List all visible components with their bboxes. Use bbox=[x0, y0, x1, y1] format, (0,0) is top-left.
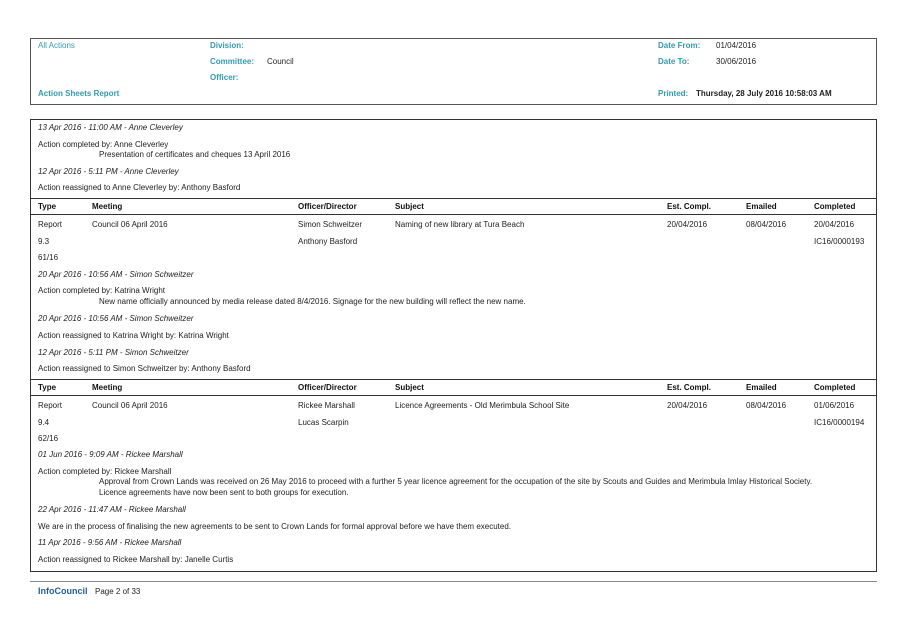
log-stamp: 11 Apr 2016 - 9:56 AM - Rickee Marshall bbox=[38, 538, 182, 547]
log-stamp: 12 Apr 2016 - 5:11 PM - Anne Cleverley bbox=[38, 167, 179, 176]
officer-label: Officer: bbox=[210, 73, 239, 82]
date-from-label: Date From: bbox=[658, 41, 701, 50]
item-officer: Rickee Marshall bbox=[298, 401, 355, 410]
item-completed: 01/06/2016 bbox=[814, 401, 855, 410]
col-emailed: Emailed bbox=[746, 202, 777, 211]
item-officer: Simon Schweitzer bbox=[298, 220, 363, 229]
col-est-compl: Est. Compl. bbox=[667, 383, 712, 392]
log-stamp: 20 Apr 2016 - 10:56 AM - Simon Schweitzer bbox=[38, 270, 194, 279]
col-est-compl: Est. Compl. bbox=[667, 202, 712, 211]
log-stamp: 12 Apr 2016 - 5:11 PM - Simon Schweitzer bbox=[38, 348, 189, 357]
committee-label: Committee: bbox=[210, 57, 255, 66]
footer-page-number: Page 2 of 33 bbox=[95, 587, 141, 596]
committee-value: Council bbox=[267, 57, 294, 66]
date-from-value: 01/04/2016 bbox=[716, 41, 757, 50]
log-note: Licence agreements have now been sent to both groups for execution. bbox=[99, 488, 349, 497]
log-text: Action reassigned to Simon Schweitzer by: Anthony Basford bbox=[38, 364, 251, 373]
col-officer: Officer/Director bbox=[298, 383, 357, 392]
log-note: Approval from Crown Lands was received on 26 May 2016 to proceed with a further 5 year licence agreement for the occupation of the site by Scouts and Guides and Merimbula Imlay Historical Society. bbox=[99, 477, 813, 486]
date-to-label: Date To: bbox=[658, 57, 690, 66]
col-meeting: Meeting bbox=[92, 202, 123, 211]
item-meeting: Council 06 April 2016 bbox=[92, 401, 168, 410]
divider bbox=[31, 379, 876, 380]
item-director: Lucas Scarpin bbox=[298, 418, 349, 427]
date-to-value: 30/06/2016 bbox=[716, 57, 757, 66]
col-completed: Completed bbox=[814, 383, 856, 392]
log-stamp: 13 Apr 2016 - 11:00 AM - Anne Cleverley bbox=[38, 123, 183, 132]
printed-value: Thursday, 28 July 2016 10:58:03 AM bbox=[696, 89, 832, 98]
item-meeting: Council 06 April 2016 bbox=[92, 220, 168, 229]
item-number: 9.3 bbox=[38, 237, 50, 246]
col-emailed: Emailed bbox=[746, 383, 777, 392]
log-text: Action reassigned to Anne Cleverley by: Anthony Basford bbox=[38, 183, 241, 192]
item-ref: 62/16 bbox=[38, 434, 59, 443]
item-doc-id: IC16/0000193 bbox=[814, 237, 865, 246]
col-subject: Subject bbox=[395, 202, 424, 211]
item-est-compl: 20/04/2016 bbox=[667, 220, 708, 229]
col-completed: Completed bbox=[814, 202, 856, 211]
col-type: Type bbox=[38, 383, 57, 392]
item-subject: Licence Agreements - Old Merimbula School Site bbox=[395, 401, 570, 410]
item-type: Report bbox=[38, 401, 63, 410]
log-stamp: 01 Jun 2016 - 9:09 AM - Rickee Marshall bbox=[38, 450, 183, 459]
col-type: Type bbox=[38, 202, 57, 211]
item-completed: 20/04/2016 bbox=[814, 220, 855, 229]
printed-label: Printed: bbox=[658, 89, 689, 98]
col-officer: Officer/Director bbox=[298, 202, 357, 211]
division-label: Division: bbox=[210, 41, 244, 50]
footer-brand: InfoCouncil bbox=[38, 586, 88, 596]
item-emailed: 08/04/2016 bbox=[746, 220, 787, 229]
log-text: Action completed by: Katrina Wright bbox=[38, 286, 166, 295]
divider bbox=[31, 395, 876, 396]
col-meeting: Meeting bbox=[92, 383, 123, 392]
report-body bbox=[30, 119, 877, 572]
divider bbox=[31, 198, 876, 199]
log-text: Action completed by: Anne Cleverley bbox=[38, 140, 169, 149]
log-note: Presentation of certificates and cheques 13 April 2016 bbox=[99, 150, 291, 159]
item-subject: Naming of new library at Tura Beach bbox=[395, 220, 525, 229]
log-stamp: 20 Apr 2016 - 10:56 AM - Simon Schweitzer bbox=[38, 314, 194, 323]
log-stamp: 22 Apr 2016 - 11:47 AM - Rickee Marshall bbox=[38, 505, 186, 514]
log-text: Action reassigned to Rickee Marshall by: Janelle Curtis bbox=[38, 555, 234, 564]
report-title: Action Sheets Report bbox=[38, 89, 120, 98]
all-actions-label: All Actions bbox=[38, 41, 75, 50]
log-note: New name officially announced by media release dated 8/4/2016. Signage for the new building will reflect the new name. bbox=[99, 297, 526, 306]
item-doc-id: IC16/0000194 bbox=[814, 418, 865, 427]
report-header bbox=[30, 38, 877, 105]
item-est-compl: 20/04/2016 bbox=[667, 401, 708, 410]
log-text: Action completed by: Rickee Marshall bbox=[38, 467, 172, 476]
log-text: We are in the process of finalising the new agreements to be sent to Crown Lands for formal approval before we have them executed. bbox=[38, 522, 512, 531]
item-emailed: 08/04/2016 bbox=[746, 401, 787, 410]
col-subject: Subject bbox=[395, 383, 424, 392]
item-ref: 61/16 bbox=[38, 253, 59, 262]
item-director: Anthony Basford bbox=[298, 237, 358, 246]
item-type: Report bbox=[38, 220, 63, 229]
item-number: 9.4 bbox=[38, 418, 50, 427]
footer-divider bbox=[30, 581, 877, 582]
divider bbox=[31, 214, 876, 215]
log-text: Action reassigned to Katrina Wright by: Katrina Wright bbox=[38, 331, 229, 340]
